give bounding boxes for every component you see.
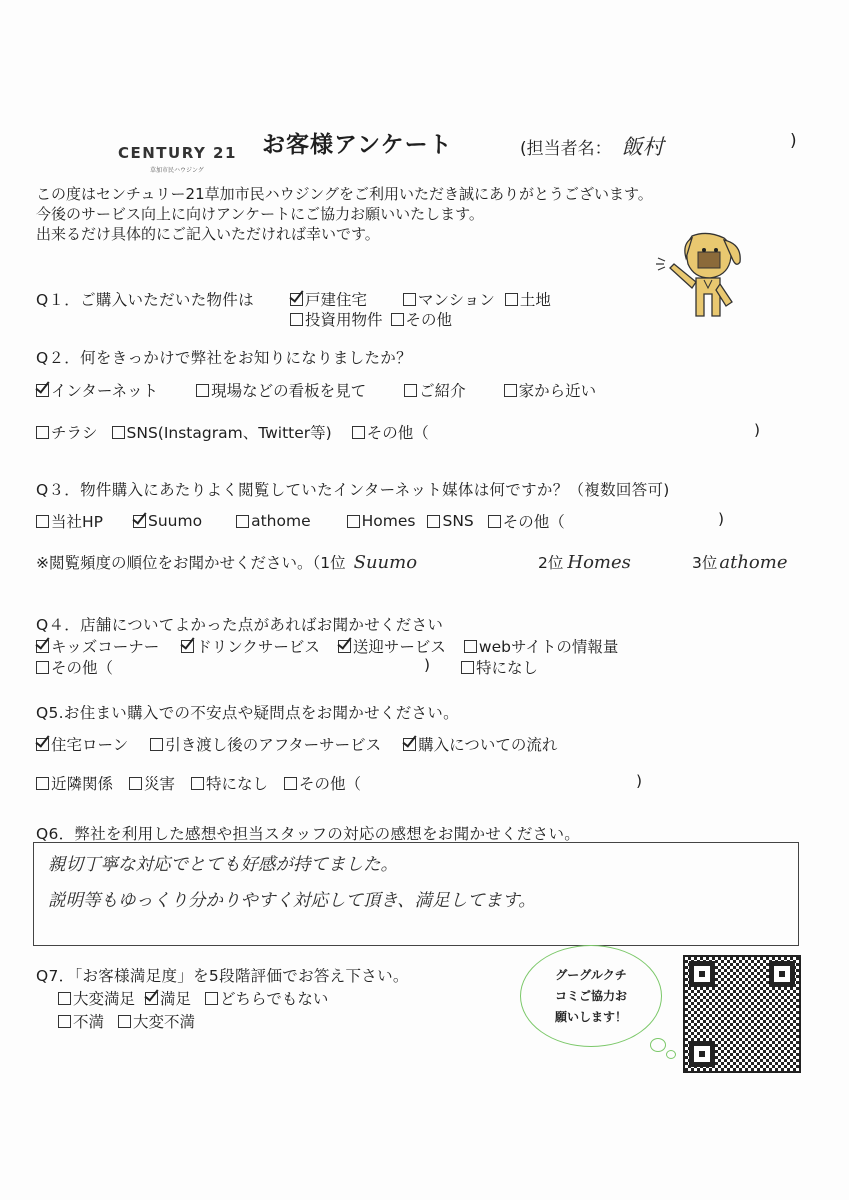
bubble-tail-dot <box>650 1038 666 1052</box>
q7-option-satisfied[interactable]: 満足 <box>145 987 191 1009</box>
q5-question: Q5.お住まい購入での不安点や疑問点をお聞かせください。 <box>36 704 459 722</box>
q7-option-very-dissatisfied[interactable]: 大変不満 <box>118 1010 195 1032</box>
q3-rank1-value[interactable]: Suumo <box>353 551 418 573</box>
intro-line: 今後のサービス向上に向けアンケートにご協力お願いいたします。 <box>36 205 484 223</box>
checkbox-icon[interactable] <box>205 992 218 1005</box>
checkbox-icon[interactable] <box>36 515 49 528</box>
q2-option-sns[interactable]: SNS(Instagram、Twitter等) <box>112 421 332 443</box>
qr-code-icon[interactable] <box>683 955 801 1073</box>
checkbox-icon[interactable] <box>461 661 474 674</box>
q2-other-close: ) <box>754 421 761 439</box>
q1-option-land[interactable]: 土地 <box>505 288 551 310</box>
q2-option-nearby[interactable]: 家から近い <box>504 379 597 401</box>
q1-question: Q１．ご購入いただいた物件は <box>36 291 254 309</box>
checkbox-icon[interactable] <box>504 384 517 397</box>
q4-option-website-info[interactable]: webサイトの情報量 <box>464 635 618 657</box>
checkbox-icon[interactable] <box>58 992 71 1005</box>
q3-option-sns[interactable]: SNS <box>427 512 473 530</box>
q5-option-disaster[interactable]: 災害 <box>129 772 175 794</box>
q3-other-close: ) <box>718 510 725 528</box>
q2-option-internet[interactable]: インターネット <box>36 379 158 401</box>
q6-answer-line: 説明等もゆっくり分かりやすく対応して頂き、満足してます。 <box>48 891 536 911</box>
q2-option-flyer[interactable]: チラシ <box>36 421 98 443</box>
q3-option-suumo[interactable]: Suumo <box>133 512 202 530</box>
checkbox-icon[interactable] <box>352 426 365 439</box>
checkbox-icon[interactable] <box>284 777 297 790</box>
q5-option-other[interactable]: その他（ <box>284 772 361 794</box>
q1-option-other[interactable]: その他 <box>391 308 453 330</box>
q6-question: Q6．弊社を利用した感想や担当スタッフの対応の感想をお聞かせください。 <box>36 825 581 843</box>
q6-answer-line: 親切丁寧な対応でとても好感が持てました。 <box>48 855 398 875</box>
checkbox-checked-icon[interactable] <box>403 738 416 751</box>
dog-mascot-icon <box>652 228 752 336</box>
q5-option-purchase-flow[interactable]: 購入についての流れ <box>403 733 557 755</box>
q4-question: Q４．店舗についてよかった点があればお聞かせください <box>36 616 444 634</box>
q3-option-company-hp[interactable]: 当社HP <box>36 510 103 532</box>
q5-option-housing-loan[interactable]: 住宅ローン <box>36 733 128 755</box>
checkbox-icon[interactable] <box>391 313 404 326</box>
q4-option-drink-service[interactable]: ドリンクサービス <box>181 635 320 657</box>
q4-option-pickup-service[interactable]: 送迎サービス <box>338 635 446 657</box>
checkbox-icon[interactable] <box>129 777 142 790</box>
checkbox-icon[interactable] <box>236 515 249 528</box>
intro-line: この度はセンチュリー21草加市民ハウジングをご利用いただき誠にありがとうございます。 <box>36 185 653 203</box>
q4-option-none[interactable]: 特になし <box>461 656 538 678</box>
checkbox-checked-icon[interactable] <box>338 640 351 653</box>
checkbox-icon[interactable] <box>58 1015 71 1028</box>
q6-answer-box[interactable] <box>33 842 799 946</box>
q1-option-investment[interactable]: 投資用物件 <box>290 308 383 330</box>
q4-option-kids-corner[interactable]: キッズコーナー <box>36 635 159 657</box>
q5-option-neighbors[interactable]: 近隣関係 <box>36 772 113 794</box>
qr-finder-icon <box>689 961 715 987</box>
bubble-tail-dot <box>666 1050 676 1059</box>
checkbox-checked-icon[interactable] <box>36 738 49 751</box>
checkbox-icon[interactable] <box>191 777 204 790</box>
bubble-line: グーグルクチ <box>555 967 627 982</box>
q3-option-other[interactable]: その他（ <box>488 510 565 532</box>
checkbox-icon[interactable] <box>112 426 125 439</box>
q2-option-signboard[interactable]: 現場などの看板を見て <box>196 379 366 401</box>
checkbox-icon[interactable] <box>36 426 49 439</box>
q2-option-referral[interactable]: ご紹介 <box>404 379 466 401</box>
checkbox-checked-icon[interactable] <box>36 384 49 397</box>
checkbox-icon[interactable] <box>150 738 163 751</box>
checkbox-checked-icon[interactable] <box>290 293 303 306</box>
century21-logo: CENTURY 21 <box>118 144 237 162</box>
q4-other-close: ) <box>424 656 431 674</box>
google-review-bubble <box>520 945 662 1047</box>
q1-option-house[interactable]: 戸建住宅 <box>290 288 367 310</box>
checkbox-icon[interactable] <box>488 515 501 528</box>
checkbox-checked-icon[interactable] <box>145 992 158 1005</box>
checkbox-checked-icon[interactable] <box>181 640 194 653</box>
checkbox-icon[interactable] <box>36 661 49 674</box>
intro-line: 出来るだけ具体的にご記入いただければ幸いです。 <box>36 225 380 243</box>
checkbox-icon[interactable] <box>290 313 303 326</box>
checkbox-icon[interactable] <box>36 777 49 790</box>
q7-question: Q7．「お客様満足度」を5段階評価でお答え下さい。 <box>36 967 409 985</box>
checkbox-icon[interactable] <box>464 640 477 653</box>
staff-name[interactable]: 飯村 <box>621 135 664 159</box>
checkbox-icon[interactable] <box>427 515 440 528</box>
page-title: お客様アンケート <box>262 132 453 158</box>
checkbox-icon[interactable] <box>196 384 209 397</box>
q2-option-other[interactable]: その他（ <box>352 421 429 443</box>
q3-rank3-value[interactable]: athome <box>719 551 788 573</box>
q4-option-other[interactable]: その他（ <box>36 656 113 678</box>
q1-option-mansion[interactable]: マンション <box>403 288 495 310</box>
q3-rank-row <box>36 551 417 573</box>
q3-question: Q３．物件購入にあたりよく閲覧していたインターネット媒体は何ですか？（複数回答可) <box>36 481 670 499</box>
q7-option-dissatisfied[interactable]: 不満 <box>58 1010 104 1032</box>
checkbox-icon[interactable] <box>118 1015 131 1028</box>
q5-other-close: ) <box>636 772 643 790</box>
checkbox-icon[interactable] <box>403 293 416 306</box>
q5-option-after-service[interactable]: 引き渡し後のアフターサービス <box>150 733 381 755</box>
q7-option-neutral[interactable]: どちらでもない <box>205 987 328 1009</box>
q2-question: Q２．何をきっかけで弊社をお知りになりましたか？ <box>36 349 412 367</box>
q3-rank-prompt: ※閲覧頻度の順位をお聞かせください。（1位 <box>36 554 346 572</box>
qr-finder-icon <box>689 1041 715 1067</box>
checkbox-checked-icon[interactable] <box>133 515 146 528</box>
q3-rank3-label: 3位 <box>692 554 718 572</box>
bubble-line: 願いします！ <box>554 1009 627 1024</box>
q3-option-athome[interactable]: athome <box>236 512 311 530</box>
bubble-line: コミご協力お <box>554 988 627 1003</box>
logo-subtitle: 草加市民ハウジング <box>150 167 204 174</box>
qr-finder-icon <box>769 961 795 987</box>
q3-rank2-value[interactable]: Homes <box>567 551 631 573</box>
staff-label: (担当者名： <box>520 139 612 159</box>
checkbox-checked-icon[interactable] <box>36 640 49 653</box>
checkbox-icon[interactable] <box>404 384 417 397</box>
q5-option-none[interactable]: 特になし <box>191 772 268 794</box>
q3-option-homes[interactable]: Homes <box>347 512 416 530</box>
staff-field <box>520 131 797 161</box>
q7-option-very-satisfied[interactable]: 大変満足 <box>58 987 135 1009</box>
checkbox-icon[interactable] <box>347 515 360 528</box>
q3-rank2-label: 2位 <box>538 554 564 572</box>
checkbox-icon[interactable] <box>505 293 518 306</box>
staff-close: ) <box>790 131 797 151</box>
